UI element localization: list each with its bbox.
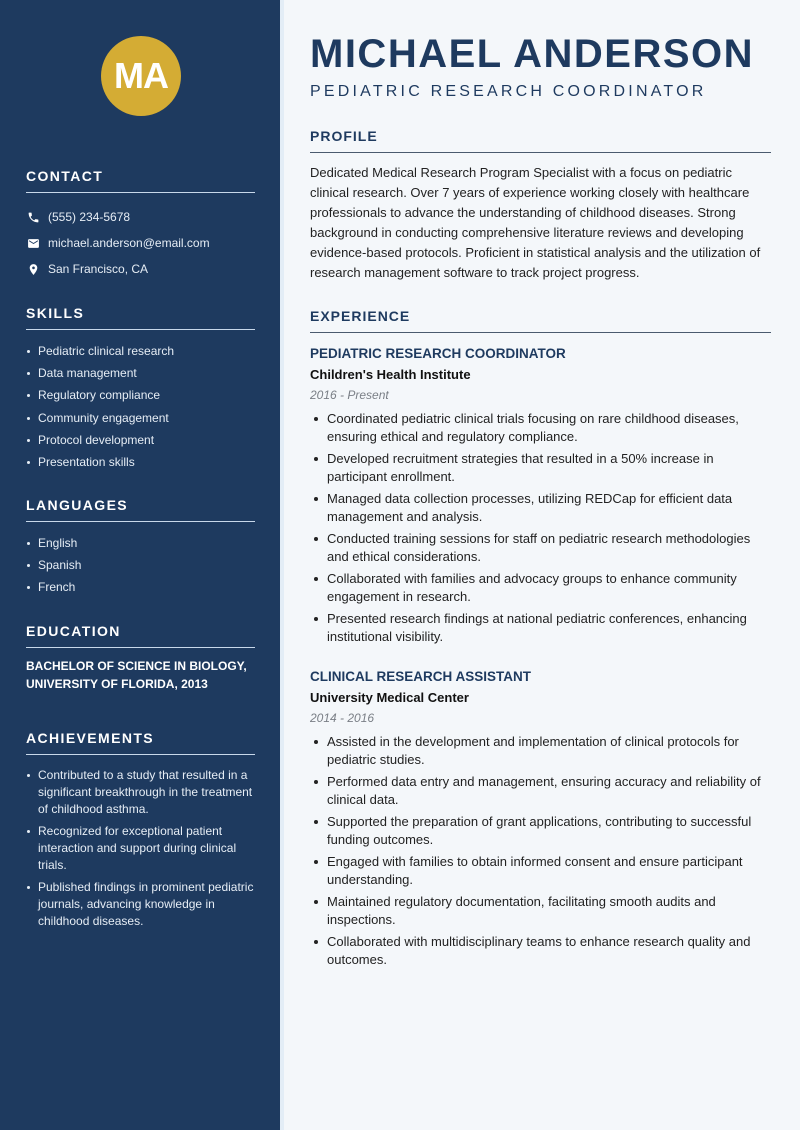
email-icon <box>26 236 40 250</box>
job-dates: 2016 - Present <box>310 388 389 402</box>
job-bullet: Supported the preparation of grant applications, contributing to successful funding outcomes. <box>310 813 771 849</box>
experience-heading: EXPERIENCE <box>310 308 771 333</box>
job-dates: 2014 - 2016 <box>310 711 375 725</box>
phone-icon <box>26 210 40 224</box>
achievements-list <box>26 767 255 930</box>
skill-item: Regulatory compliance <box>26 384 255 406</box>
profile-heading: PROFILE <box>310 128 771 153</box>
job-role: PEDIATRIC RESEARCH COORDINATOR <box>310 346 566 361</box>
avatar <box>101 36 181 116</box>
job-bullet: Engaged with families to obtain informed consent and ensure participant understanding. <box>310 853 771 889</box>
contact-phone <box>26 204 255 230</box>
sidebar-edge-divider <box>280 0 284 1130</box>
contact-heading: CONTACT <box>26 168 255 193</box>
job-bullets <box>310 410 771 646</box>
avatar-initials: MA <box>114 55 168 96</box>
experience-section <box>310 308 771 333</box>
achievements-heading: ACHIEVEMENTS <box>26 730 255 755</box>
contact-phone-text: (555) 234-5678 <box>48 210 131 224</box>
achievement-item: Published findings in prominent pediatric journals, advancing knowledge in childhood diseases. <box>26 879 255 930</box>
languages-heading: LANGUAGES <box>26 497 255 522</box>
candidate-name: MICHAEL ANDERSON <box>310 32 755 76</box>
language-item: English <box>26 532 255 554</box>
education-section <box>26 623 255 693</box>
skill-item: Presentation skills <box>26 451 255 473</box>
contact-email <box>26 230 255 256</box>
skill-item: Pediatric clinical research <box>26 340 255 362</box>
sidebar <box>0 0 280 1130</box>
contact-location <box>26 256 255 282</box>
skill-item: Data management <box>26 362 255 384</box>
language-item: French <box>26 576 255 598</box>
skills-heading: SKILLS <box>26 305 255 330</box>
education-heading: EDUCATION <box>26 623 255 648</box>
job-bullet: Performed data entry and management, ensuring accuracy and reliability of clinical data. <box>310 773 771 809</box>
job-role: CLINICAL RESEARCH ASSISTANT <box>310 669 532 684</box>
job-entry <box>310 669 771 973</box>
job-bullet: Assisted in the development and implementation of clinical protocols for pediatric studies. <box>310 733 771 769</box>
contact-list <box>26 204 255 282</box>
job-bullets <box>310 733 771 969</box>
job-organization: University Medical Center <box>310 690 469 705</box>
job-bullet: Conducted training sessions for staff on pediatric research methodologies and ethical considerations. <box>310 530 771 566</box>
skill-item: Protocol development <box>26 429 255 451</box>
job-bullet: Managed data collection processes, utilizing REDCap for efficient data management and analysis. <box>310 490 771 526</box>
contact-email-text: michael.anderson@email.com <box>48 236 210 250</box>
job-entry <box>310 346 771 650</box>
skills-section <box>26 305 255 473</box>
profile-text: Dedicated Medical Research Program Specialist with a focus on pediatric clinical research. Over 7 years of experience working closely with healthcare professionals to advance the understanding of childhood diseases. Strong background in conducting comprehensive literature reviews and developing evidence-based protocols. Proficient in statistical analysis and the utilization of research management software to track project progress. <box>310 165 761 280</box>
job-bullet: Presented research findings at national pediatric conferences, enhancing institutional visibility. <box>310 610 771 646</box>
job-bullet: Collaborated with families and advocacy groups to enhance community engagement in research. <box>310 570 771 606</box>
skills-list <box>26 340 255 473</box>
education-entry: BACHELOR OF SCIENCE IN BIOLOGY, UNIVERSITY OF FLORIDA, 2013 <box>26 659 247 691</box>
job-bullet: Coordinated pediatric clinical trials focusing on rare childhood diseases, ensuring ethical and regulatory compliance. <box>310 410 771 446</box>
achievement-item: Recognized for exceptional patient interaction and support during clinical trials. <box>26 823 255 874</box>
job-bullet: Developed recruitment strategies that resulted in a 50% increase in participant enrollment. <box>310 450 771 486</box>
contact-section <box>26 168 255 282</box>
job-organization: Children's Health Institute <box>310 367 471 382</box>
languages-section <box>26 497 255 599</box>
profile-section <box>310 128 771 283</box>
candidate-title: PEDIATRIC RESEARCH COORDINATOR <box>310 83 707 100</box>
location-pin-icon <box>26 262 40 276</box>
job-bullet: Maintained regulatory documentation, facilitating smooth audits and inspections. <box>310 893 771 929</box>
job-bullet: Collaborated with multidisciplinary teams to enhance research quality and outcomes. <box>310 933 771 969</box>
languages-list <box>26 532 255 599</box>
achievements-section <box>26 730 255 935</box>
skill-item: Community engagement <box>26 407 255 429</box>
language-item: Spanish <box>26 554 255 576</box>
contact-location-text: San Francisco, CA <box>48 262 149 276</box>
achievement-item: Contributed to a study that resulted in a significant breakthrough in the treatment of childhood asthma. <box>26 767 255 818</box>
